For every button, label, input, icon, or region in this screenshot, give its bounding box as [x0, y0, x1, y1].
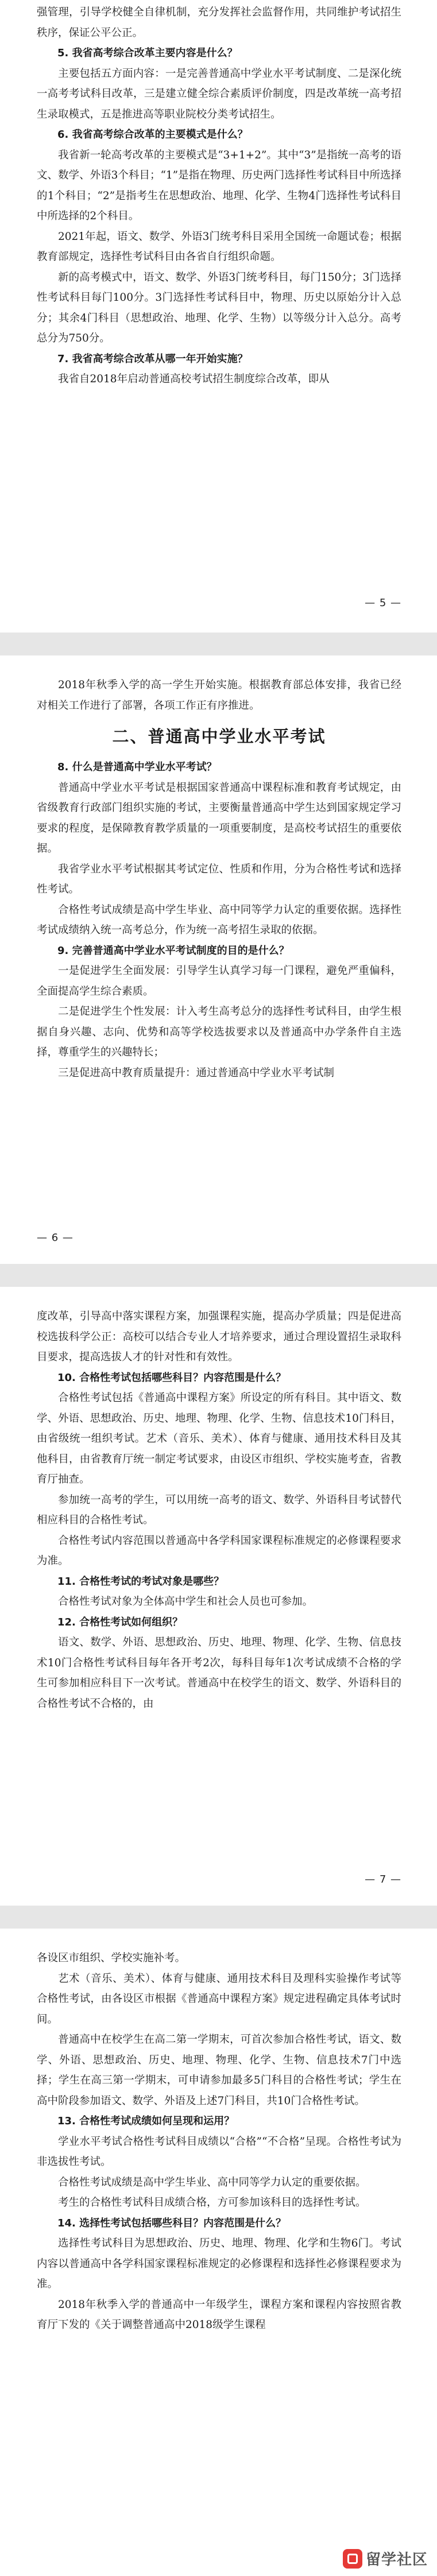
- site-watermark: [337, 2544, 434, 2573]
- paragraph: 学业水平考试合格性考试科目成绩以“合格”“不合格”呈现。合格性考试为非选拔性考试。: [37, 2135, 401, 2168]
- paragraph: 我省新一轮高考改革的主要模式是“3+1+2”。其中“3”是指统一高考的语文、数学、外语3个科目；“1”是指在物理、历史两门选择性考试科目中所选择的1个科目；“2”是指考生在思想政治、地理、化学、生物4门选择性考试科目中所选择的2个科目。: [37, 149, 401, 222]
- paragraph: 一是促进学生全面发展：引导学生认真学习每一门课程，避免严重偏科，全面提高学生综合素质。: [37, 965, 401, 998]
- paragraph: 选择性考试科目为思想政治、历史、地理、物理、化学和生物6门。考试内容以普通高中各学科国家课程标准规定的必修课程和选择性必修课程要求为准。: [37, 2237, 401, 2290]
- paragraph: 参加统一高考的学生，可以用统一高考的语文、数学、外语科目考试替代相应科目的合格性考试。: [37, 1493, 401, 1526]
- question-heading: 10. 合格性考试包括哪些科目？内容范围是什么？: [57, 1371, 287, 1384]
- document-page-6: [0, 655, 437, 1264]
- watermark-text: 留学社区: [365, 2551, 428, 2569]
- question-heading: 9. 完善普通高中学业水平考试制度的目的是什么？: [57, 944, 289, 957]
- logo-icon: [343, 2549, 362, 2569]
- paragraph: 我省学业水平考试根据其考试定位、性质和作用，分为合格性考试和选择性考试。: [37, 863, 401, 895]
- document-page-7: [0, 1287, 437, 1906]
- document-page-8: [0, 1929, 437, 2576]
- question-heading: 7. 我省高考综合改革从哪一年开始实施？: [57, 352, 248, 365]
- paragraph: 我省自2018年启动普通高校考试招生制度综合改革，即从: [58, 373, 330, 385]
- paragraph: 普通高中在校学生在高二第一学期末，可首次参加合格性考试，语文、数学、外语、思想政治、历史、地理、物理、化学、生物、信息技术7门中选择；学生在高三第一学期末，可申请参加最多5门科目的合格性考试；学生在高中阶段参加语文、数学、外语及上述7门科目，共10门合格性考试。: [37, 2034, 401, 2107]
- paragraph: 合格性考试对象为全体高中学生和社会人员也可参加。: [58, 1596, 314, 1608]
- question-heading: 13. 合格性考试成绩如何呈现和运用？: [57, 2115, 235, 2127]
- section-heading: 二、普通高中学业水平考试: [112, 727, 326, 746]
- paragraph: 艺术（音乐、美术）、体育与健康、通用技术科目及理科实验操作考试等合格性考试，由各设区市根据《普通高中课程方案》规定进程确定具体考试时间。: [37, 1972, 401, 2026]
- paragraph: 语文、数学、外语、思想政治、历史、地理、物理、化学、生物、信息技术10门合格性考试科目每年各开考2次，每科目每年1次考试成绩不合格的学生可参加相应科目下一次考试。普通高中在校学生的语文、数学、外语科目的合格性考试不合格的，由: [37, 1636, 401, 1710]
- question-heading: 6. 我省高考综合改革的主要模式是什么？: [57, 129, 248, 141]
- document-page-5: [0, 0, 437, 633]
- paragraph-continuation: 强管理，引导学校健全自律机制，充分发挥社会监督作用，共同维护考试招生秩序，保证公平公正。: [37, 6, 401, 39]
- paragraph: 2018年秋季入学的高一学生开始实施。根据教育部总体安排，我省已经对相关工作进行了部署，各项工作正有序推进。: [37, 679, 401, 712]
- paragraph: 合格性考试包括《普通高中课程方案》所设定的所有科目。其中语文、数学、外语、思想政治、历史、地理、物理、化学、生物、信息技术10门科目，由省级统一组织考试。艺术（音乐、美术）、体育与健康、通用技术科目及其他科目，由省教育厅统一制定考试要求，由设区市组织、学校实施考查，省教育厅抽查。: [37, 1392, 401, 1485]
- paragraph: 主要包括五方面内容：一是完善普通高中学业水平考试制度、二是深化统一高考考试科目改革，三是建立健全综合素质评价制度，四是改革统一高考招生录取模式，五是推进高等职业院校分类考试招生。: [37, 67, 401, 121]
- question-heading: 5. 我省高考综合改革主要内容是什么？: [57, 47, 238, 59]
- question-heading: 14. 选择性考试包括哪些科目？内容范围是什么？: [57, 2217, 287, 2229]
- paragraph: 2018年秋季入学的普通高中一年级学生，课程方案和课程内容按照省教育厅下发的《关于调整普通高中2018级学生课程: [37, 2298, 401, 2331]
- paragraph: 2021年起，语文、数学、外语3门统考科目采用全国统一命题试卷；根据教育部规定，选择性考试科目由各省自行组织命题。: [37, 230, 401, 263]
- page-body: [37, 675, 401, 1083]
- paragraph: 二是促进学生个性发展：计入考生高考总分的选择性考试科目，由学生根据自身兴趣、志向、优势和高等学校选拔要求以及普通高中办学条件自主选择，尊重学生的兴趣特长；: [37, 1006, 401, 1058]
- question-heading: 12. 合格性考试如何组织？: [57, 1616, 183, 1628]
- page-body: [37, 2, 401, 390]
- paragraph-continuation: 各设区市组织、学校实施补考。: [37, 1952, 186, 1964]
- page-number: — 7 —: [365, 1873, 401, 1886]
- paragraph: 合格性考试内容范围以普通高中各学科国家课程标准规定的必修课程要求为准。: [37, 1534, 401, 1567]
- paragraph: 合格性考试成绩是高中学生毕业、高中同等学力认定的重要依据。选择性考试成绩纳入统一高考总分，作为统一高考招生录取的依据。: [37, 903, 401, 936]
- question-heading: 8. 什么是普通高中学业水平考试？: [57, 761, 217, 773]
- page-gap: [0, 633, 437, 655]
- paragraph: 合格性考试成绩是高中学生毕业、高中同等学力认定的重要依据。: [58, 2176, 366, 2189]
- question-heading: 11. 合格性考试的考试对象是哪些？: [57, 1575, 225, 1588]
- page-number: — 6 —: [37, 1232, 74, 1244]
- page-gap: [0, 1906, 437, 1929]
- paragraph: 三是促进高中教育质量提升：通过普通高中学业水平考试制: [58, 1066, 335, 1079]
- page-body: [37, 1948, 401, 2336]
- paragraph-continuation: 度改革，引导高中落实课程方案，加强课程实施，提高办学质量；四是促进高校选拔科学公正：高校可以结合专业人才培养要求，通过合理设置招生录取科目要求，提高选拔人才的针对性和有效性。: [37, 1310, 401, 1363]
- paragraph: 考生的合格性考试科目成绩合格，方可参加该科目的选择性考试。: [58, 2197, 366, 2209]
- page-gap: [0, 1264, 437, 1287]
- paragraph: 新的高考模式中，语文、数学、外语3门统考科目，每门150分；3门选择性考试科目每门100分。3门选择性考试科目中，物理、历史以原始分计入总分；其余4门科目（思想政治、地理、化学、生物）以等级分计入总分。高考总分为750分。: [37, 271, 401, 344]
- paragraph: 普通高中学业水平考试是根据国家普通高中课程标准和教育考试规定，由省级教育行政部门组织实施的考试，主要衡量普通高中学生达到国家规定学习要求的程度，是保障教育教学质量的一项重要制度，是高校考试招生的重要依据。: [37, 781, 401, 855]
- page-number: — 5 —: [365, 597, 401, 609]
- page-body: [37, 1306, 401, 1714]
